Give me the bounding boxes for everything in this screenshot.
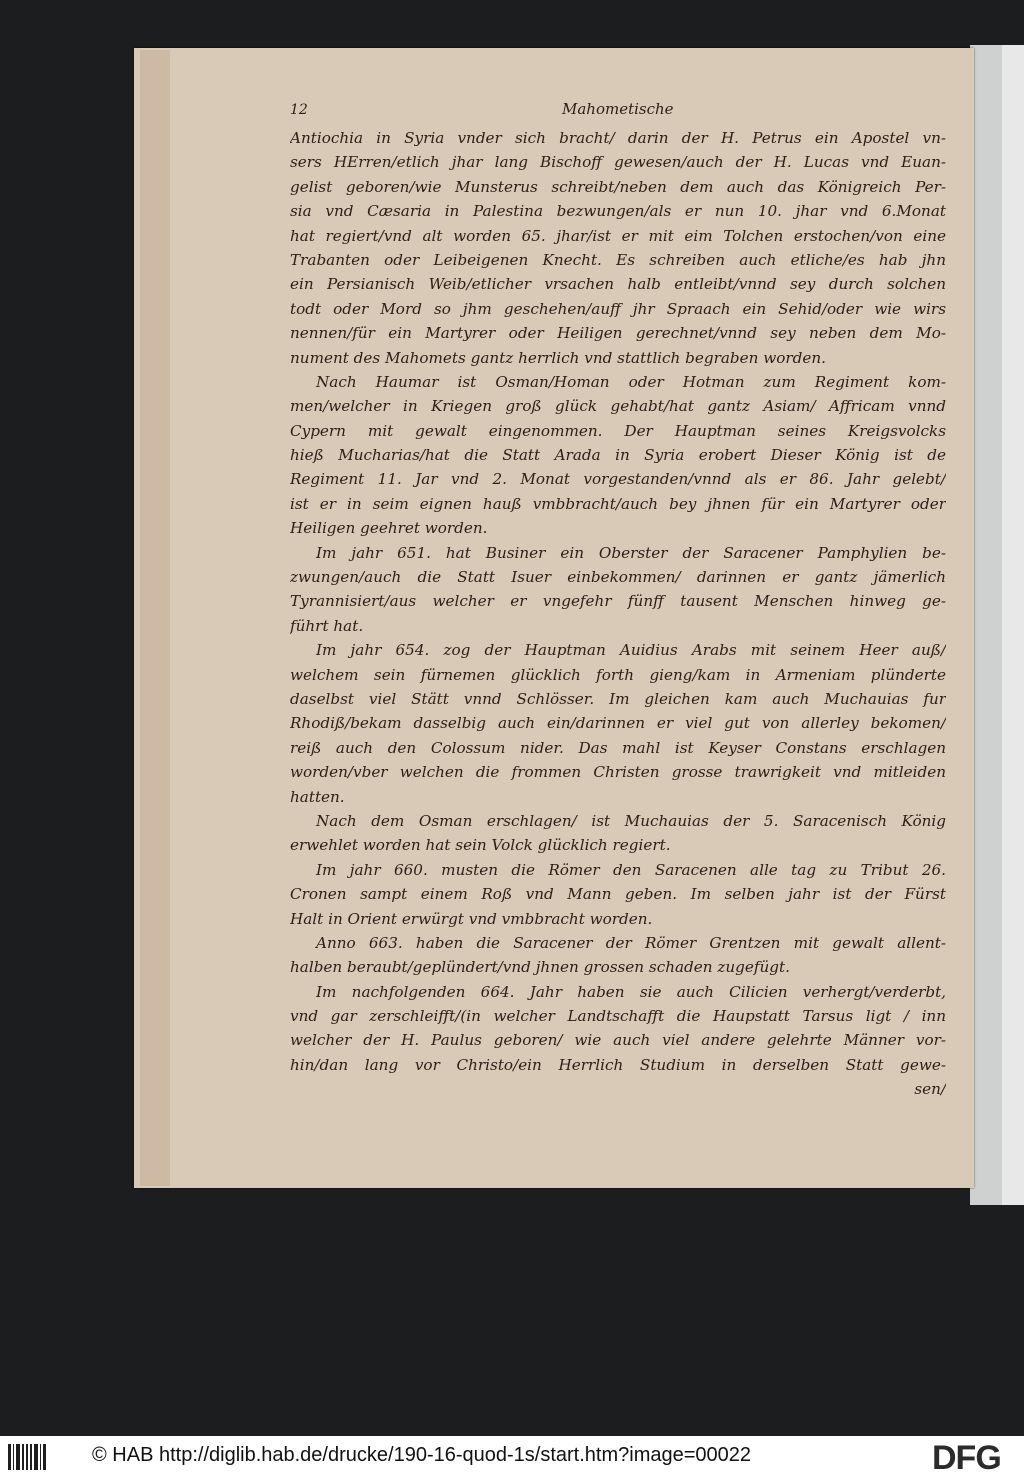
running-head — [290, 98, 946, 126]
text-line: Trabanten oder Leibeigenen Knecht. Es schreiben auch etliche/es hab jhn — [290, 250, 946, 269]
text-line: Nach dem Osman erschlagen/ ist Muchauias der 5. Saracenisch König — [316, 811, 946, 830]
source-link[interactable]: © HAB http://diglib.hab.de/drucke/190-16-quod-1s/start.htm?image=00022 — [92, 1444, 752, 1466]
page-gutter-shadow — [140, 50, 170, 1186]
text-line: sers HErren/etlich jhar lang Bischoff gewesen/auch der H. Lucas vnd Euan- — [290, 153, 946, 172]
text-line: Heiligen geehret worden. — [290, 519, 488, 538]
text-line: Cypern mit gewalt eingenommen. Der Hauptman seines Kreigsvolcks — [290, 421, 946, 440]
text-line: gelist geboren/wie Munsterus schreibt/neben dem auch das Königreich Per- — [290, 177, 946, 196]
text-line: men/welcher in Kriegen groß glück gehabt/hat gantz Asiam/ Affricam vnnd — [290, 397, 946, 416]
text-line: erwehlet worden hat sein Volck glücklich regiert. — [290, 836, 671, 855]
text-line: Antiochia in Syria vnder sich bracht/ darin der H. Petrus ein Apostel vn- — [290, 129, 946, 147]
text-line: ein Persianisch Weib/etlicher vrsachen halb entleibt/vnnd sey durch solchen — [290, 275, 946, 294]
text-line: Im jahr 651. hat Businer ein Oberster der Saracener Pamphylien be- — [316, 543, 946, 562]
text-line: Regiment 11. Jar vnd 2. Monat vorgestanden/vnnd als er 86. Jahr gelebt/ — [290, 470, 946, 489]
text-line: worden/vber welchen die frommen Christen grosse trawrigkeit vnd mitleiden — [290, 763, 946, 782]
text-line: welchem sein fürnemen glücklich forth gieng/kam in Armeniam plünderte — [290, 665, 946, 684]
text-line: führt hat. — [290, 616, 364, 635]
text-line: nennen/für ein Martyrer oder Heiligen gerechnet/vnnd sey neben dem Mo- — [290, 324, 946, 343]
running-head-title: Mahometische — [562, 100, 674, 118]
text-line: Anno 663. haben die Saracener der Römer Grentzen mit gewalt allent- — [316, 933, 946, 952]
footer-bar — [0, 1436, 1024, 1478]
barcode-icon — [8, 1444, 46, 1470]
text-line: Rhodiß/bekam dasselbig auch ein/darinnen er viel gut von allerley bekomen/ — [290, 714, 946, 733]
text-line: sia vnd Cæsaria in Palestina bezwungen/als er nun 10. jhar vnd 6.Monat — [290, 202, 946, 221]
text-line: Nach Haumar ist Osman/Homan oder Hotman zum Regiment kom- — [316, 372, 946, 391]
text-line: hin/dan lang vor Christo/ein Herrlich Studium in derselben Statt gewe- — [290, 1055, 946, 1074]
text-line: ist er in seim eignen hauß vmbbracht/auch bey jhnen für ein Martyrer oder — [290, 494, 946, 513]
text-line: Halt in Orient erwürgt vnd vmbbracht worden. — [290, 909, 653, 928]
text-lines — [290, 126, 946, 1102]
text-line: nument des Mahomets gantz herrlich vnd stattlich begraben worden. — [290, 348, 826, 367]
text-line: halben beraubt/geplündert/vnd jhnen grossen schaden zugefügt. — [290, 958, 790, 977]
text-line: reiß auch den Colossum nider. Das mahl ist Keyser Constans erschlagen — [290, 738, 946, 757]
text-line: hat regiert/vnd alt worden 65. jhar/ist er mit eim Tolchen erstochen/von eine — [290, 226, 946, 245]
text-line: Cronen sampt einem Roß vnd Mann geben. Im selben jahr ist der Fürst — [290, 885, 946, 904]
text-line: welcher der H. Paulus geboren/ wie auch viel andere gelehrte Männer vor- — [290, 1031, 946, 1050]
page-number: 12 — [290, 102, 308, 118]
text-line: Im jahr 660. musten die Römer den Saracenen alle tag zu Tribut 26. — [316, 860, 946, 879]
dfg-logo: DFG — [932, 1439, 1001, 1477]
text-line: Im jahr 654. zog der Hauptman Auidius Arabs mit seinem Heer auß/ — [316, 641, 946, 660]
text-line: sen/ — [914, 1080, 946, 1099]
text-line: Im nachfolgenden 664. Jahr haben sie auch Cilicien verhergt/verderbt, — [316, 982, 946, 1001]
text-line: todt oder Mord so jhm geschehen/auff jhr Spraach ein Sehid/oder wie wirs — [290, 299, 946, 318]
binding-board-highlight — [1002, 45, 1024, 1205]
text-line: daselbst viel Stätt vnnd Schlösser. Im gleichen kam auch Muchauias fur — [290, 689, 946, 708]
text-line: vnd gar zerschleifft/(in welcher Landtschafft die Haupstatt Tarsus ligt / inn — [290, 1007, 946, 1026]
text-line: hatten. — [290, 787, 345, 806]
text-line: Tyrannisiert/aus welcher er vngefehr fünff tausent Menschen hinweg ge- — [290, 592, 946, 611]
text-line: hieß Mucharias/hat die Statt Arada in Syria erobert Dieser König ist de — [290, 446, 946, 465]
page-text — [290, 98, 946, 1102]
text-line: zwungen/auch die Statt Isuer einbekommen/ darinnen er gantz jämerlich — [290, 568, 946, 587]
